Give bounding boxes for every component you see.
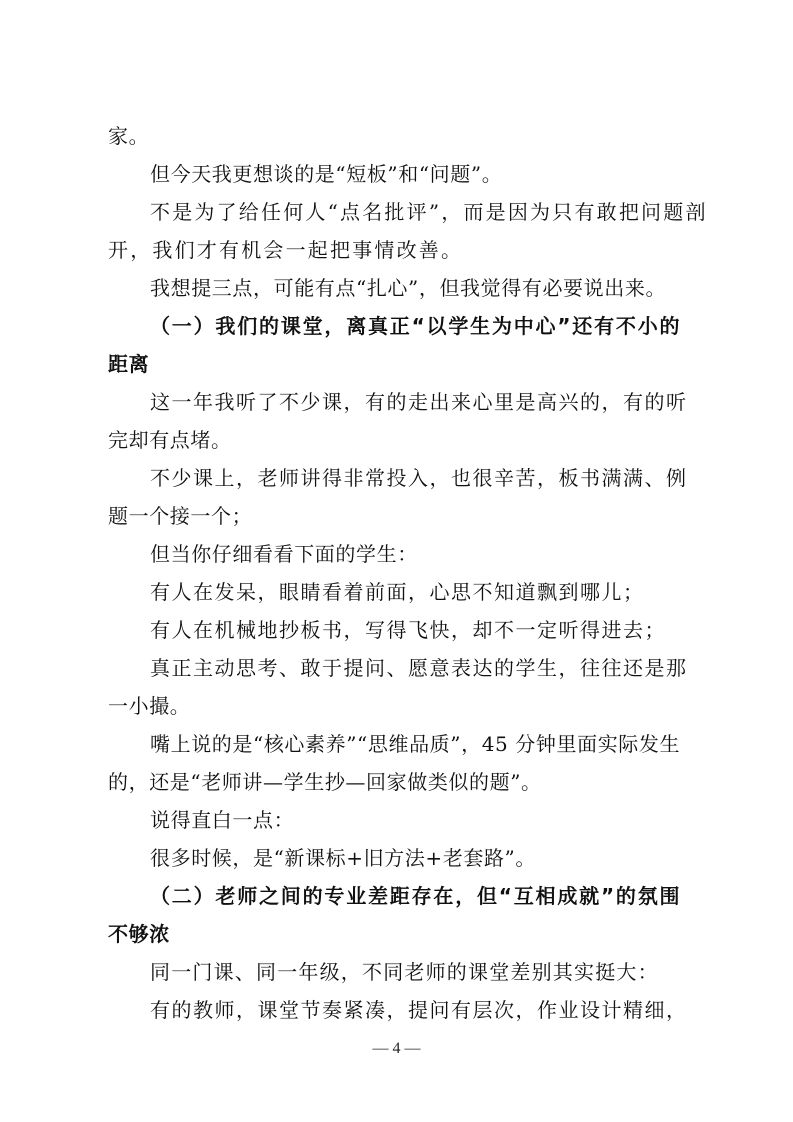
text-line-16: 一小撮。 xyxy=(108,694,191,718)
text-line-8: 这一年我听了不少课，有的走出来心里是高兴的，有的听 xyxy=(150,390,688,414)
text-line-2: 但今天我更想谈的是“短板”和“问题”。 xyxy=(150,162,503,186)
text-line-14: 有人在机械地抄板书，写得飞快，却不一定听得进去； xyxy=(150,618,666,642)
section-heading-2-line-2: 不够浓 xyxy=(108,922,170,946)
text-line-9: 完却有点堵。 xyxy=(108,428,232,452)
text-line-15: 真正主动思考、敢于提问、愿意表达的学生，往往还是那 xyxy=(150,656,688,680)
text-line-20: 很多时候，是“新课标+旧方法+老套路”。 xyxy=(150,846,536,870)
text-line-24: 有的教师，课堂节奏紧凑，提问有层次，作业设计精细， xyxy=(150,998,688,1022)
text-line-19: 说得直白一点： xyxy=(150,808,295,832)
text-line-10: 不少课上，老师讲得非常投入，也很辛苦，板书满满、例 xyxy=(150,466,688,490)
section-heading-1-line-1: （一）我们的课堂，离真正“以学生为中心”还有不小的 xyxy=(150,314,682,338)
page-number: — 4 — xyxy=(372,1040,421,1057)
text-line-5: 我想提三点，可能有点“扎心”，但我觉得有必要说出来。 xyxy=(150,276,667,300)
text-line-4: 开，我们才有机会一起把事情改善。 xyxy=(108,238,464,262)
text-line-3: 不是为了给任何人“点名批评”，而是因为只有敢把问题剖 xyxy=(150,200,708,224)
text-line-12: 但当你仔细看看下面的学生： xyxy=(150,542,418,566)
text-line-17: 嘴上说的是“核心素养”“思维品质”，45 分钟里面实际发生 xyxy=(150,732,681,756)
text-line-11: 题一个接一个； xyxy=(108,504,253,528)
text-line-23: 同一门课、同一年级，不同老师的课堂差别其实挺大： xyxy=(150,960,659,984)
section-heading-2-line-1: （二）老师之间的专业差距存在，但“互相成就”的氛围 xyxy=(150,884,682,908)
text-line-13: 有人在发呆，眼睛看着前面，心思不知道飘到哪儿； xyxy=(150,580,645,604)
section-heading-1-line-2: 距离 xyxy=(108,352,150,376)
text-line-1: 家。 xyxy=(108,124,150,148)
text-line-18: 的，还是“老师讲—学生抄—回家做类似的题”。 xyxy=(108,770,542,794)
